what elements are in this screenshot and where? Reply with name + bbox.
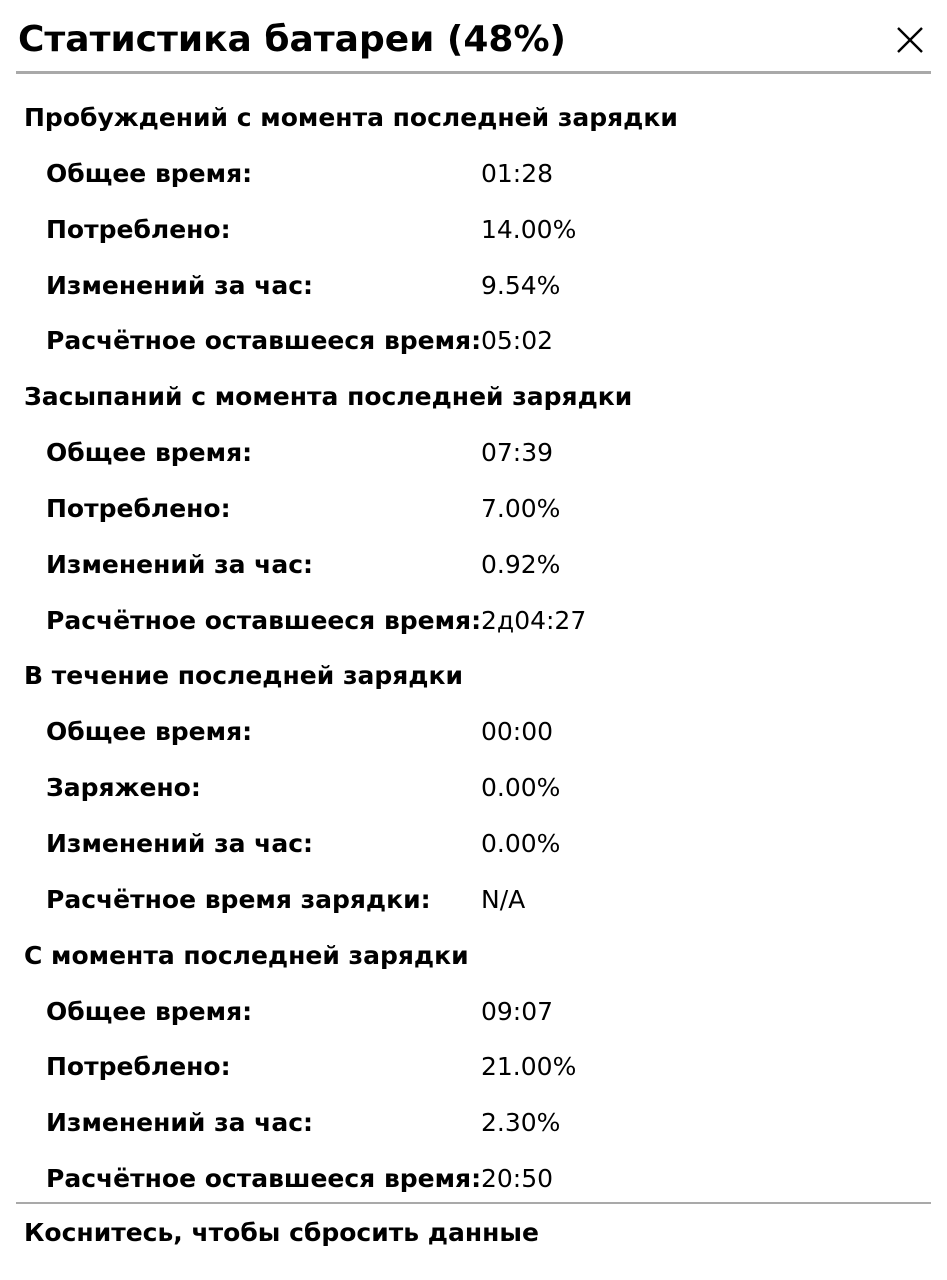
stat-value: 21.00% [481, 1052, 577, 1082]
stat-value: 07:39 [481, 438, 554, 468]
stat-label: Общее время: [46, 717, 253, 747]
stat-label: Потреблено: [46, 1052, 231, 1082]
stat-value: N/A [481, 884, 526, 914]
footer-divider [16, 1202, 931, 1204]
section-sleep [0, 369, 947, 648]
stat-row-remaining [0, 313, 947, 369]
section-title: В течение последней зарядки [24, 661, 463, 691]
stat-value: 09:07 [481, 996, 554, 1026]
stat-label: Расчётное время зарядки: [46, 884, 431, 914]
stat-value: 0.00% [481, 828, 561, 858]
stat-value: 0.92% [481, 549, 561, 579]
stat-row-charged [0, 760, 947, 816]
stat-label: Расчётное оставшееся время: [46, 605, 482, 635]
header-divider [16, 71, 931, 74]
stat-value: 00:00 [481, 717, 554, 747]
stat-value: 05:02 [481, 326, 554, 356]
stats-content [0, 90, 947, 1207]
stat-value: 2д04:27 [481, 605, 587, 635]
stat-value: 0.00% [481, 773, 561, 803]
stat-row-consumed [0, 202, 947, 258]
stat-row-remaining [0, 1151, 947, 1207]
stat-label: Общее время: [46, 996, 253, 1026]
stat-label: Общее время: [46, 159, 253, 188]
reset-stats-button[interactable]: Коснитесь, чтобы сбросить данные [24, 1218, 539, 1247]
stat-label: Изменений за час: [46, 270, 314, 300]
stat-value: 20:50 [481, 1163, 554, 1193]
close-icon [896, 26, 924, 54]
close-button[interactable] [888, 20, 932, 60]
stat-row-total-time [0, 704, 947, 760]
stat-row-consumed [0, 1039, 947, 1095]
stat-row-total-time [0, 146, 947, 202]
stat-label: Потреблено: [46, 214, 231, 244]
stat-row-total-time [0, 425, 947, 481]
stat-value: 2.30% [481, 1108, 561, 1138]
stat-row-charge-time [0, 872, 947, 928]
stat-label: Общее время: [46, 438, 253, 468]
stat-label: Заряжено: [46, 773, 201, 803]
section-title: С момента последней зарядки [24, 940, 469, 970]
stat-row-rate [0, 816, 947, 872]
stat-row-consumed [0, 481, 947, 537]
stat-row-rate [0, 537, 947, 593]
section-title: Пробуждений с момента последней зарядки [24, 103, 678, 132]
stat-label: Изменений за час: [46, 828, 314, 858]
stat-label: Изменений за час: [46, 549, 314, 579]
stat-value: 7.00% [481, 493, 561, 523]
stat-value: 01:28 [481, 159, 554, 188]
dialog-header [0, 0, 947, 78]
stat-label: Расчётное оставшееся время: [46, 1163, 482, 1193]
stat-row-total-time [0, 984, 947, 1040]
stat-row-rate [0, 258, 947, 314]
stat-value: 14.00% [481, 214, 577, 244]
stat-row-remaining [0, 593, 947, 649]
section-awake [0, 90, 947, 369]
stat-label: Потреблено: [46, 493, 231, 523]
dialog-title: Статистика батареи (48%) [18, 19, 566, 60]
stat-value: 9.54% [481, 270, 561, 300]
stat-label: Расчётное оставшееся время: [46, 326, 482, 356]
stat-row-rate [0, 1095, 947, 1151]
stat-label: Изменений за час: [46, 1108, 314, 1138]
section-charging [0, 648, 947, 927]
section-since-charge [0, 928, 947, 1207]
section-title: Засыпаний с момента последней зарядки [24, 382, 633, 412]
